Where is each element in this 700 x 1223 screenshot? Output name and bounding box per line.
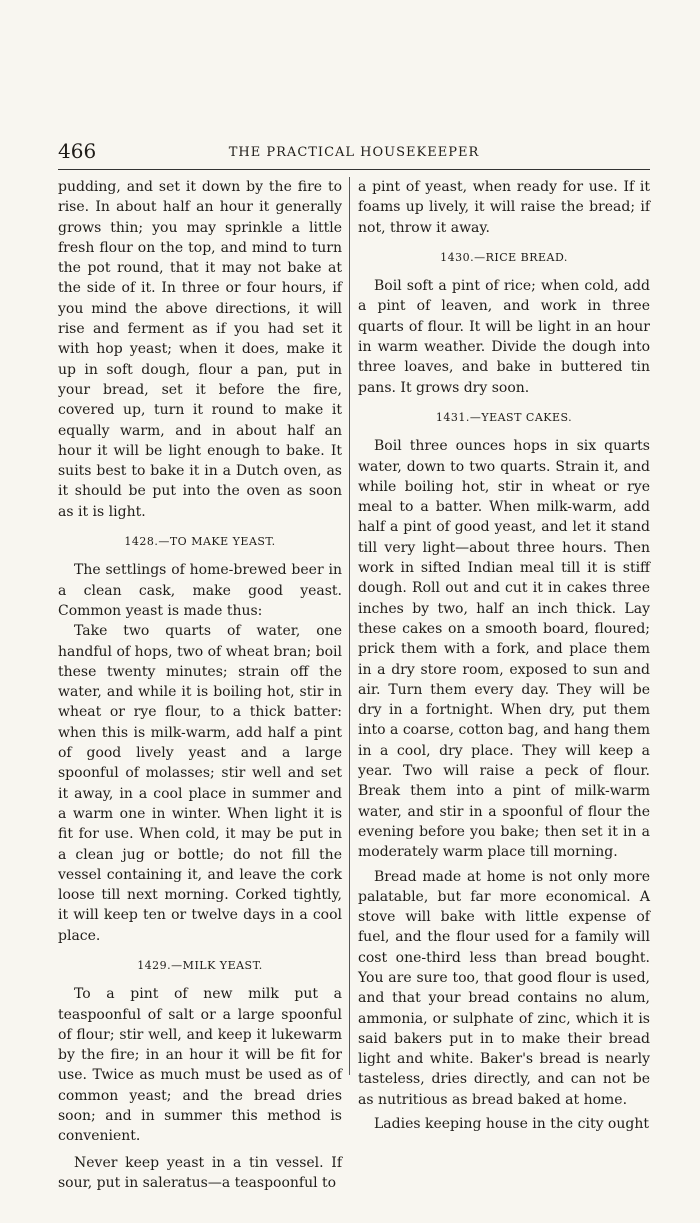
section-heading-1428: 1428.—TO MAKE YEAST. <box>124 535 276 549</box>
paragraph: Boil three ounces hops in six quarts water, down to two quarts. Strain it, and while boiling hot, stir in wheat or rye meal to a batter. When milk-warm, add half a pint of good yeast, and let it stand till very light—about three hours. Then work in sifted Indian meal till it is stiff dough. Roll out and cut it in cakes three inches by two, half an inch thick. Lay these cakes on a smooth board, floured; prick them with a fork, and place them in a dry store room, exposed to sun and air. Turn them every day. They will be dry in a fortnight. When dry, put them into a coarse, cotton bag, and hang them in a cool, dry place. They will keep a year. Two will raise a peck of flour. Break them into a pint of milk-warm water, and stir in a spoonful of flour the evening before you bake; then set it in a moderately warm place till morning. <box>358 438 650 861</box>
paragraph: pudding, and set it down by the fire to rise. In about half an hour it generally grows thin; you may sprinkle a little fresh flour on the top, and mind to turn the pot round, that it may not bake at the side of it. In three or four hours, if you mind the above directions, it will rise and ferment as if you had set it with hop yeast; when it does, make it up in soft dough, flour a pan, put in your bread, set it before the fire, covered up, turn it round to make it equally warm, and in about half an hour it will be light enough to bake. It suits best to bake it in a Dutch oven, as it should be put into the oven as soon as it is light. <box>58 179 342 520</box>
section-heading-1429: 1429.—MILK YEAST. <box>137 958 263 972</box>
left-column <box>58 177 342 1193</box>
section-heading-1430: 1430.—RICE BREAD. <box>440 250 568 264</box>
paragraph: Take two quarts of water, one handful of hops, two of wheat bran; boil these twenty minutes; strain off the water, and while it is boiling hot, stir in wheat or rye flour, to a thick batter: when this is milk-warm, add half a pint of good lively yeast and a large spoonful of molasses; stir well and set it away, in a cool place in summer and a warm one in winter. When light it is fit for use. When cold, it may be put in a clean jug or bottle; do not fill the vessel containing it, and leave the cork loose till next morning. Corked tightly, it will keep ten or twelve days in a cool place. <box>58 623 342 944</box>
page-header <box>58 139 650 170</box>
paragraph: To a pint of new milk put a teaspoonful of salt or a large spoonful of flour; stir well, and keep it lukewarm by the fire; in an hour it will be fit for use. Twice as much must be used as of common yeast; and the bread dries soon; and in summer this method is convenient. <box>58 986 342 1145</box>
column-divider <box>349 177 350 1075</box>
paragraph: a pint of yeast, when ready for use. If it foams up lively, it will raise the bread; if not, throw it away. <box>358 179 650 236</box>
paragraph: The settlings of home-brewed beer in a clean cask, make good yeast. Common yeast is made thus: <box>58 562 342 619</box>
page-number: 466 <box>58 139 97 163</box>
paragraph: Never keep yeast in a tin vessel. If sour, put in saleratus—a teaspoonful to <box>58 1154 342 1191</box>
section-heading-1431: 1431.—YEAST CAKES. <box>435 410 573 424</box>
running-head: THE PRACTICAL HOUSEKEEPER <box>228 145 480 160</box>
paragraph: Boil soft a pint of rice; when cold, add a pint of leaven, and work in three quarts of flour. It will be light in an hour in warm weather. Divide the dough into three loaves, and bake in buttered tin pans. It grows dry soon. <box>358 278 650 396</box>
paragraph: Ladies keeping house in the city ought <box>374 1116 649 1133</box>
paragraph: Bread made at home is not only more palatable, but far more economical. A stove will bake with little expense of fuel, and the flour used for a family will cost one-third less than bread bought. You are sure too, that good flour is used, and that your bread contains no alum, ammonia, or sulphate of zinc, which it is said bakers put in to make their bread light and white. Baker's bread is nearly tasteless, dries directly, and can not be as nutritious as bread baked at home. <box>358 868 650 1108</box>
right-column <box>358 177 650 1134</box>
